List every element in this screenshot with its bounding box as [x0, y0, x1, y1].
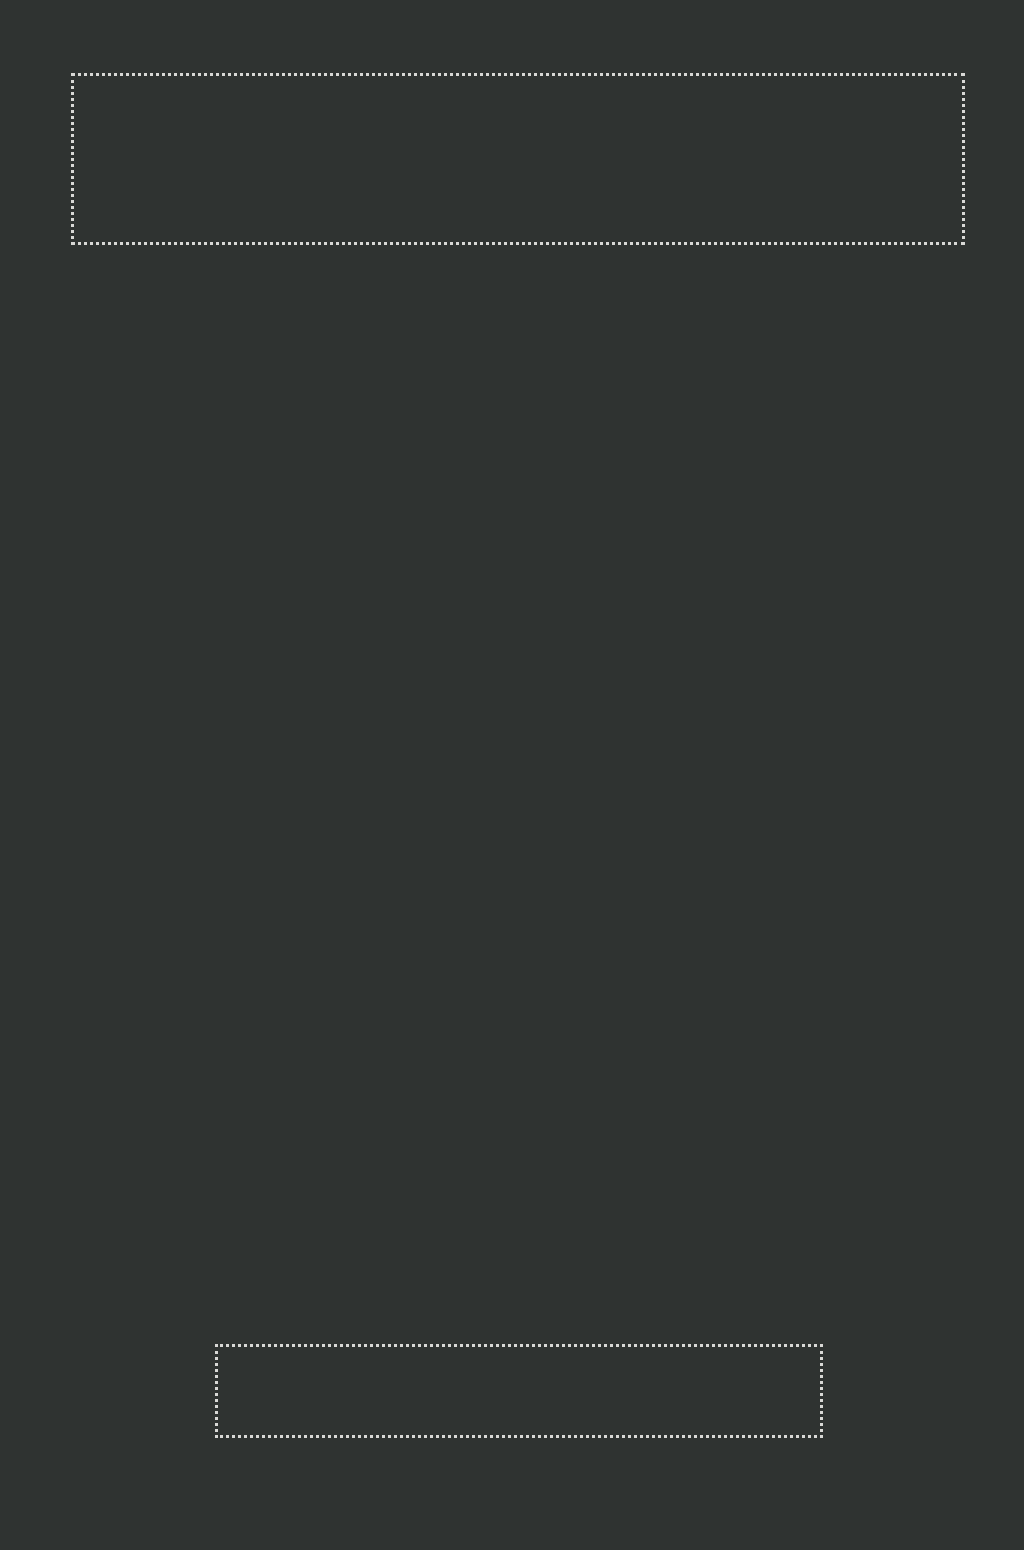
- left-diamond-border: [31, 0, 55, 1550]
- top-diamond-border: [0, 30, 1024, 54]
- intro-box: [71, 73, 965, 245]
- series-note-box: [215, 1344, 823, 1438]
- character-list: [132, 272, 922, 296]
- bottom-diamond-border: [0, 1462, 1024, 1486]
- right-diamond-border: [983, 0, 1007, 1550]
